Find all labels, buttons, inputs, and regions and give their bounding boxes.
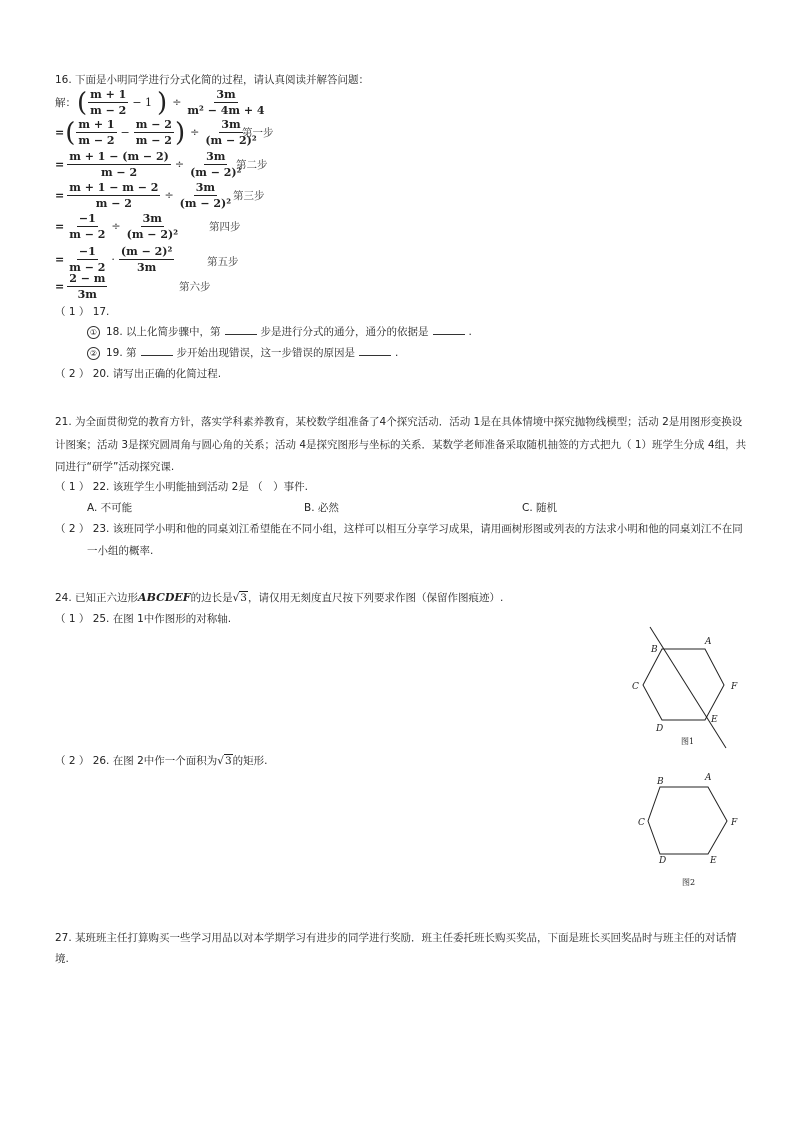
sub19-text: 19. 第 bbox=[106, 347, 137, 359]
denominator: m − 2 bbox=[90, 104, 127, 117]
hexagon-shape bbox=[643, 649, 724, 720]
paren: ( bbox=[77, 87, 88, 118]
solve-prefix: 解： bbox=[55, 97, 76, 109]
numerator: 3m bbox=[216, 88, 236, 101]
denominator: m − 2 bbox=[69, 228, 106, 241]
denominator: m − 2 bbox=[135, 134, 172, 147]
numerator: 3m bbox=[221, 118, 241, 131]
q21-part2-line1: （ 2 ） 23. 该班同学小明和他的同桌刘江希望能在不同小组，这样可以相互分享学习成果，请用画树形图或列表的方法求小明和他的同桌刘江不在同 bbox=[55, 523, 743, 535]
vertex-label-c: C bbox=[632, 682, 639, 692]
fraction bbox=[67, 245, 107, 274]
step-2-label: 第二步 bbox=[236, 159, 268, 171]
q16-part1: （ 1 ） 17. bbox=[55, 306, 110, 318]
numerator: m + 1 − (m − 2) bbox=[69, 150, 169, 163]
numerator: m − 2 bbox=[135, 118, 172, 131]
q16-step5-line bbox=[55, 245, 174, 274]
paren: ) bbox=[157, 87, 168, 118]
fraction bbox=[185, 88, 266, 117]
q27-line1: 27. 某班班主任打算购买一些学习用品以对本学期学习有进步的同学进行奖励．班主任委托班长购买奖品，下面是班长买回奖品时与班主任的对话情 bbox=[55, 932, 737, 944]
q16-sub19 bbox=[87, 345, 398, 360]
numerator: m + 1 − m − 2 bbox=[69, 181, 159, 194]
numerator: 2 − m bbox=[69, 272, 106, 285]
answer-blank[interactable] bbox=[225, 326, 257, 335]
q24-text: （ 2 ） 26. 在图 2中作一个面积为 bbox=[55, 755, 218, 767]
operator: ÷ bbox=[174, 158, 185, 171]
q16-sub18 bbox=[87, 324, 472, 339]
sub19-text: . bbox=[395, 347, 399, 359]
numerator: −1 bbox=[78, 245, 96, 258]
numerator: m + 1 bbox=[90, 88, 127, 101]
step-6-label: 第六步 bbox=[179, 281, 211, 293]
q24-text: 的边长是 bbox=[190, 592, 233, 604]
vertex-label-c: C bbox=[638, 818, 645, 828]
fraction bbox=[88, 88, 128, 117]
radicand: 3 bbox=[240, 592, 247, 604]
fraction bbox=[67, 272, 107, 301]
sqrt-expression: √3 bbox=[217, 755, 232, 767]
option-b[interactable]: B. 必然 bbox=[304, 502, 339, 514]
figure-1 bbox=[620, 622, 740, 752]
vertex-label-e: E bbox=[710, 856, 717, 866]
q16-intro: 16. 下面是小明同学进行分式化简的过程，请认真阅读并解答问题： bbox=[55, 74, 370, 86]
operator: ÷ bbox=[164, 189, 174, 202]
q24-text: 的矩形. bbox=[232, 755, 268, 767]
equals-sign: = bbox=[55, 280, 65, 293]
hexagon-shape bbox=[648, 787, 727, 854]
sub18-text: 步是进行分式的通分，通分的依据是 bbox=[260, 326, 429, 338]
sub18-text: . bbox=[468, 326, 472, 338]
denominator: (m − 2)² bbox=[126, 228, 179, 241]
q16-part2: （ 2 ） 20. 请写出正确的化简过程. bbox=[55, 368, 222, 380]
denominator: m − 2 bbox=[95, 197, 132, 210]
denominator: 3m bbox=[136, 261, 157, 274]
q21-line1: 21. 为全面贯彻党的教育方针，落实学科素养教育，某校数学组准备了4个探究活动．活动 1是在具体情境中探究抛物线模型；活动 2是用图形变换设 bbox=[55, 416, 743, 428]
q24-text: ，请仅用无刻度直尺按下列要求作图（保留作图痕迹）. bbox=[247, 592, 504, 604]
sub18-text: 18. 以上化简步骤中，第 bbox=[106, 326, 221, 338]
q27-line2: 境. bbox=[55, 953, 69, 965]
denominator: m − 2 bbox=[69, 261, 106, 274]
denominator: 3m bbox=[77, 288, 97, 301]
denominator: m − 2 bbox=[100, 166, 138, 179]
paren: ( bbox=[65, 117, 76, 148]
option-c[interactable]: C. 随机 bbox=[522, 502, 558, 514]
step-3-label: 第三步 bbox=[233, 190, 265, 202]
fraction bbox=[125, 212, 180, 241]
q21-part2-line2: 一小组的概率. bbox=[87, 545, 154, 557]
operator: − 1 bbox=[132, 96, 153, 109]
fraction bbox=[178, 181, 233, 210]
paren: ) bbox=[174, 117, 186, 148]
answer-blank[interactable] bbox=[141, 347, 173, 356]
q24-part1: （ 1 ） 25. 在图 1中作图形的对称轴. bbox=[55, 613, 232, 625]
denominator: (m − 2)² bbox=[205, 134, 257, 147]
denominator: (m − 2)² bbox=[179, 197, 232, 210]
vertex-label-d: D bbox=[656, 724, 664, 734]
vertex-label-e: E bbox=[711, 715, 718, 725]
q16-step6-line bbox=[55, 272, 107, 301]
q16-expression-line bbox=[55, 88, 267, 117]
numerator: 3m bbox=[142, 212, 162, 225]
numerator: 3m bbox=[195, 181, 215, 194]
numerator: (m − 2)² bbox=[120, 245, 173, 258]
step-1-label: 第一步 bbox=[242, 127, 274, 139]
vertex-label-a: A bbox=[705, 773, 712, 783]
hexagon-name: ABCDEF bbox=[138, 591, 191, 604]
q24-text: 24. 已知正六边形 bbox=[55, 592, 139, 604]
answer-blank[interactable] bbox=[433, 326, 465, 335]
vertex-label-d: D bbox=[659, 856, 667, 866]
q21-line3: 同进行“研学”活动探究课. bbox=[55, 461, 175, 473]
fraction bbox=[76, 118, 116, 147]
operator: ÷ bbox=[190, 126, 200, 139]
operator: ÷ bbox=[111, 220, 121, 233]
vertex-label-b: B bbox=[651, 645, 658, 655]
figure-caption: 图2 bbox=[682, 878, 696, 887]
vertex-label-a: A bbox=[705, 637, 712, 647]
fraction bbox=[119, 245, 174, 274]
q16-step4-line bbox=[55, 212, 180, 241]
numerator: 3m bbox=[206, 150, 226, 163]
equals-sign: = bbox=[55, 220, 65, 233]
operator: ÷ bbox=[172, 96, 182, 109]
figure-caption: 图1 bbox=[681, 737, 695, 746]
denominator: (m − 2)² bbox=[190, 166, 242, 179]
operator: · bbox=[111, 253, 115, 266]
step-4-label: 第四步 bbox=[209, 221, 241, 233]
answer-blank[interactable] bbox=[359, 347, 391, 356]
fraction bbox=[67, 212, 107, 241]
numerator: −1 bbox=[78, 212, 96, 225]
figure-2 bbox=[628, 770, 748, 890]
circled-number: ② bbox=[87, 347, 100, 360]
sqrt-expression: √3 bbox=[232, 592, 247, 604]
radicand: 3 bbox=[224, 755, 232, 767]
vertex-label-b: B bbox=[657, 777, 664, 787]
equals-sign: = bbox=[55, 189, 65, 202]
option-a[interactable]: A. 不可能 bbox=[87, 502, 133, 514]
denominator: m − 2 bbox=[78, 134, 115, 147]
vertex-label-f: F bbox=[731, 682, 738, 692]
operator: − bbox=[120, 126, 130, 139]
equals-sign: = bbox=[55, 126, 65, 139]
numerator: m + 1 bbox=[78, 118, 115, 131]
q16-step2-line bbox=[55, 150, 243, 179]
denominator: m² − 4m + 4 bbox=[187, 104, 265, 117]
q24-part2 bbox=[55, 753, 267, 768]
circled-number: ① bbox=[87, 326, 100, 339]
equals-sign: = bbox=[55, 158, 65, 171]
q16-step1-line bbox=[55, 118, 259, 147]
equals-sign: = bbox=[55, 253, 65, 266]
vertex-label-f: F bbox=[731, 818, 738, 828]
q16-step3-line bbox=[55, 181, 233, 210]
q24-intro bbox=[55, 590, 503, 605]
fraction bbox=[67, 181, 160, 210]
q21-line2: 计图案；活动 3是探究圆周角与圆心角的关系；活动 4是探究图形与坐标的关系．某数学老师准备采取随机抽签的方式把九（ 1）班学生分成 4组，共 bbox=[55, 439, 747, 451]
fraction bbox=[67, 150, 171, 179]
step-5-label: 第五步 bbox=[207, 256, 239, 268]
sub19-text: 步开始出现错误，这一步错误的原因是 bbox=[176, 347, 356, 359]
q21-part1: （ 1 ） 22. 该班学生小明能抽到活动 2是 （ ）事件. bbox=[55, 481, 308, 493]
fraction bbox=[134, 118, 174, 147]
